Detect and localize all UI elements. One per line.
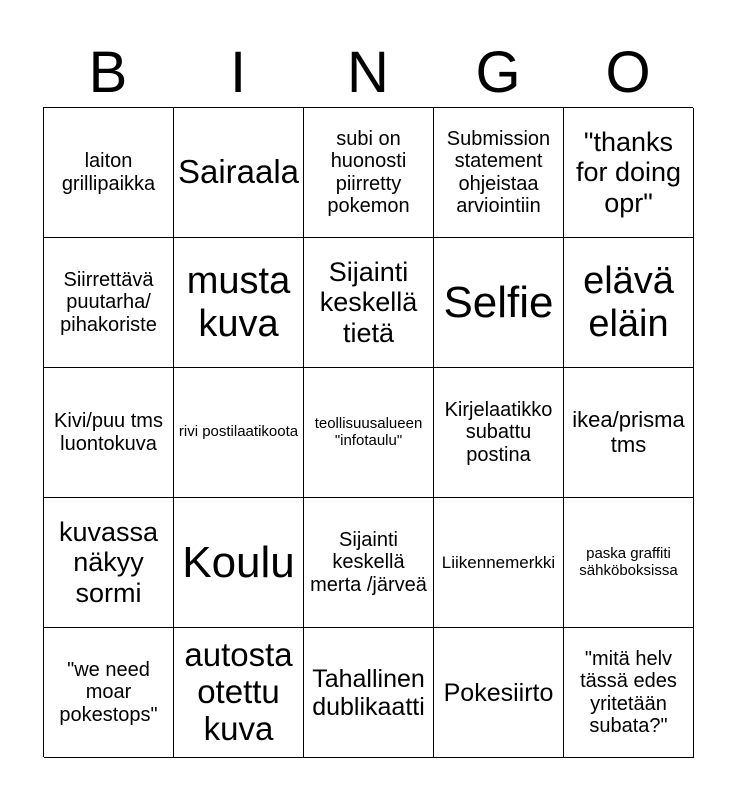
header-letter-i: I: [229, 40, 247, 105]
cell-text: Kirjelaatikko subattu postina: [444, 398, 553, 466]
bingo-cell-r1c1[interactable]: [44, 108, 174, 238]
bingo-cell-r4c2[interactable]: [174, 498, 304, 628]
bingo-cell-r4c3[interactable]: [304, 498, 434, 628]
cell-text: Liikennemerkki: [441, 552, 556, 572]
bingo-cell-r5c1[interactable]: [44, 628, 174, 758]
bingo-cell-r2c3[interactable]: [304, 238, 434, 368]
bingo-grid: [43, 107, 693, 757]
cell-text: "thanks for doing opr": [575, 127, 682, 218]
bingo-cell-r3c5[interactable]: [564, 368, 694, 498]
cell-text: subi on huonosti piirretty pokemon: [327, 127, 410, 217]
bingo-header: [43, 40, 693, 106]
header-letter-n: N: [347, 40, 389, 105]
bingo-cell-r2c1[interactable]: [44, 238, 174, 368]
cell-text: elävä eläin: [583, 259, 674, 345]
bingo-cell-r2c4[interactable]: [434, 238, 564, 368]
bingo-cell-r5c4[interactable]: [434, 628, 564, 758]
cell-text: kuvassa näkyy sormi: [58, 517, 159, 608]
header-letter-b: B: [88, 40, 128, 105]
cell-text: Siirrettävä puutarha/ pihakoriste: [60, 268, 157, 336]
bingo-cell-r2c5[interactable]: [564, 238, 694, 368]
cell-text: paska graffiti sähköboksissa: [579, 544, 678, 579]
cell-text: Submission statement ohjeistaa arviointiin: [446, 127, 551, 217]
bingo-cell-r5c2[interactable]: [174, 628, 304, 758]
header-letter-g: G: [475, 40, 521, 105]
bingo-cell-r1c2[interactable]: [174, 108, 304, 238]
bingo-cell-r5c5[interactable]: [564, 628, 694, 758]
cell-text: "we need moar pokestops": [59, 658, 158, 726]
bingo-cell-r3c4[interactable]: [434, 368, 564, 498]
bingo-cell-r5c3[interactable]: [304, 628, 434, 758]
bingo-cell-r1c4[interactable]: [434, 108, 564, 238]
cell-text: Koulu: [182, 537, 295, 587]
bingo-cell-r3c2[interactable]: [174, 368, 304, 498]
bingo-cell-r4c4[interactable]: [434, 498, 564, 628]
header-letter-o: O: [605, 40, 651, 105]
bingo-cell-r2c2[interactable]: [174, 238, 304, 368]
bingo-cell-r4c5[interactable]: [564, 498, 694, 628]
cell-text: laiton grillipaikka: [61, 150, 156, 195]
cell-text: Pokesiirto: [443, 678, 554, 707]
cell-text: autosta otettu kuva: [184, 636, 293, 747]
cell-text: Selfie: [443, 277, 554, 327]
cell-text: "mitä helv tässä edes yritetään subata?": [580, 647, 677, 737]
cell-text: rivi postilaatikoota: [178, 423, 299, 441]
cell-text: Sairaala: [177, 153, 300, 191]
bingo-cell-r4c1[interactable]: [44, 498, 174, 628]
bingo-cell-r1c3[interactable]: [304, 108, 434, 238]
bingo-cell-r3c3[interactable]: [304, 368, 434, 498]
cell-text: Sijainti keskellä merta /järveä: [310, 528, 427, 596]
cell-text: Tahallinen dublikaatti: [312, 664, 425, 721]
cell-text: Sijainti keskellä tietä: [319, 257, 418, 348]
cell-text: musta kuva: [186, 259, 291, 345]
cell-text: teollisuusalueen "infotaulu": [314, 414, 423, 449]
bingo-cell-r3c1[interactable]: [44, 368, 174, 498]
cell-text: Kivi/puu tms luontokuva: [54, 410, 163, 455]
bingo-cell-r1c5[interactable]: [564, 108, 694, 238]
cell-text: ikea/prisma tms: [572, 406, 685, 457]
